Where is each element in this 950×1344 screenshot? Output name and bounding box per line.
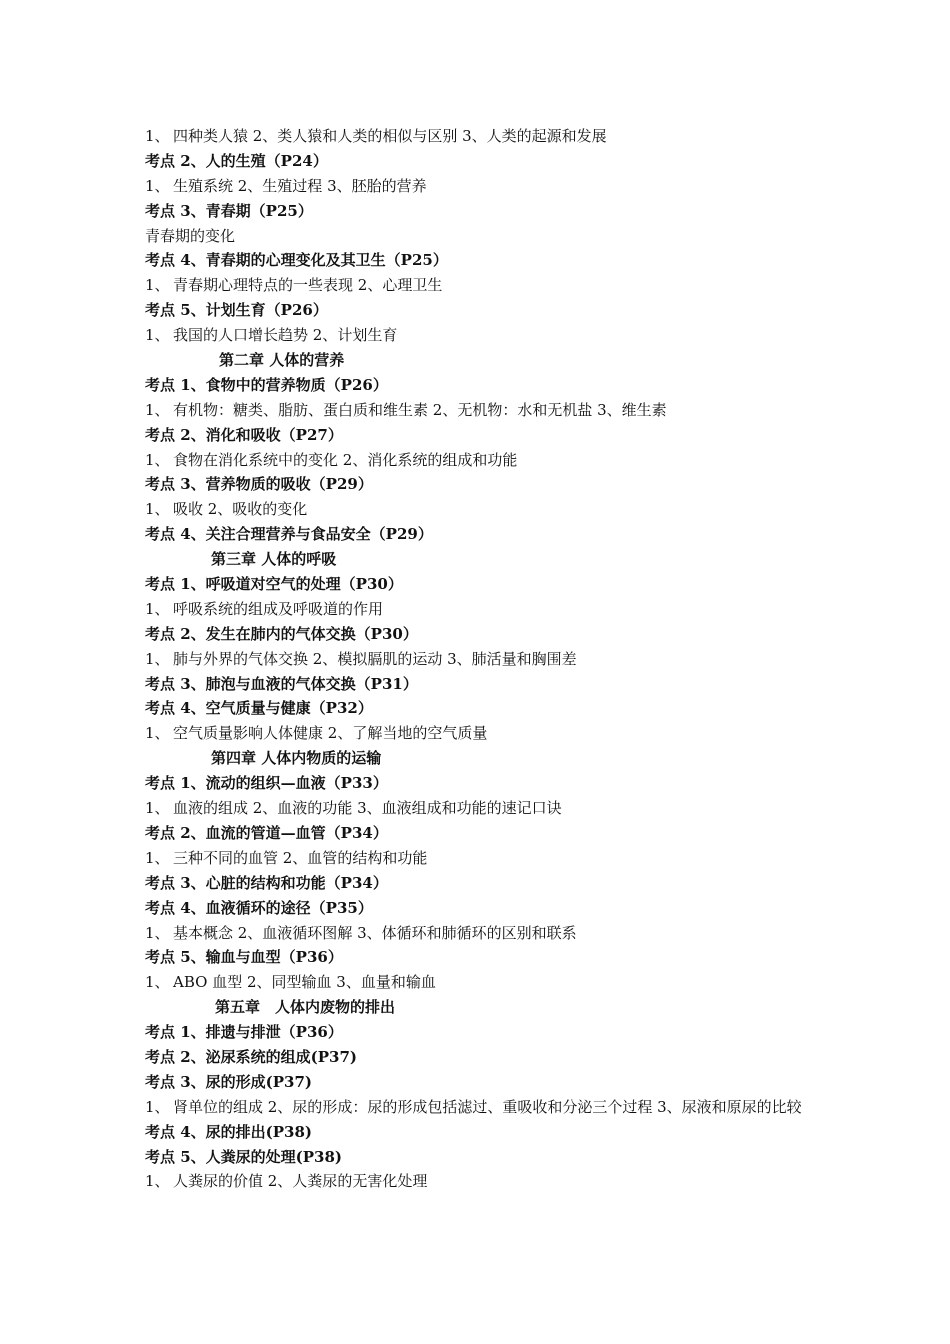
section-heading: 考点 5、输血与血型（P36） <box>145 948 343 967</box>
list-item-text: 青春期心理特点的一些表现 2、心理卫生 <box>173 276 443 295</box>
section-heading: 考点 2、消化和吸收（P27） <box>145 425 343 444</box>
section-heading: 考点 1、食物中的营养物质（P26） <box>145 375 388 394</box>
chapter-title: 第五章 人体内废物的排出 <box>215 998 396 1017</box>
list-item-number: 1、 <box>145 450 170 469</box>
list-item-number: 1、 <box>145 599 170 618</box>
section-heading: 考点 2、泌尿系统的组成(P37) <box>145 1047 358 1066</box>
list-item <box>145 721 825 746</box>
list-item <box>145 647 825 672</box>
chapter-title: 第二章 人体的营养 <box>219 351 345 370</box>
list-item-number: 1、 <box>145 1172 170 1191</box>
list-item-text: 我国的人口增长趋势 2、计划生育 <box>173 326 398 345</box>
chapter-title: 第三章 人体的呼吸 <box>211 550 337 569</box>
list-item <box>145 448 825 473</box>
section-heading: 考点 5、人粪尿的处理(P38) <box>145 1147 343 1166</box>
section-heading: 考点 4、关注合理营养与食品安全（P29） <box>145 525 433 544</box>
list-item-text: 食物在消化系统中的变化 2、消化系统的组成和功能 <box>173 450 518 469</box>
list-item-number: 1、 <box>145 799 170 818</box>
list-item <box>145 323 825 348</box>
list-item-text: 三种不同的血管 2、血管的结构和功能 <box>173 848 428 867</box>
section-heading: 考点 4、青春期的心理变化及其卫生（P25） <box>145 251 448 270</box>
section-heading: 考点 2、人的生殖（P24） <box>145 151 328 170</box>
list-item <box>145 1095 825 1120</box>
list-item <box>145 273 825 298</box>
list-item-text: 血液的组成 2、血液的功能 3、血液组成和功能的速记口诀 <box>173 799 562 818</box>
list-item <box>145 398 825 423</box>
section-heading: 考点 3、尿的形成(P37) <box>145 1072 313 1091</box>
list-item-number: 1、 <box>145 1097 170 1116</box>
outline-content <box>145 124 825 1194</box>
list-item-number: 1、 <box>145 176 170 195</box>
list-item-text: 肾单位的组成 2、尿的形成：尿的形成包括滤过、重吸收和分泌三个过程 3、尿液和原尿的比较 <box>173 1097 802 1116</box>
list-item-number: 1、 <box>145 400 170 419</box>
list-item <box>145 597 825 622</box>
list-item <box>145 124 825 149</box>
list-item-number: 1、 <box>145 649 170 668</box>
list-item-text: 呼吸系统的组成及呼吸道的作用 <box>173 599 384 618</box>
list-item <box>145 796 825 821</box>
section-heading: 考点 4、血液循环的途径（P35） <box>145 898 373 917</box>
section-heading: 考点 2、血流的管道—血管（P34） <box>145 823 388 842</box>
section-heading: 考点 2、发生在肺内的气体交换（P30） <box>145 624 418 643</box>
section-heading: 考点 1、呼吸道对空气的处理（P30） <box>145 575 403 594</box>
list-item <box>145 921 825 946</box>
section-heading: 考点 3、心脏的结构和功能（P34） <box>145 873 388 892</box>
plain-text-line: 青春期的变化 <box>145 226 236 245</box>
list-item-number: 1、 <box>145 848 170 867</box>
list-item-text: 生殖系统 2、生殖过程 3、胚胎的营养 <box>173 176 427 195</box>
section-heading: 考点 3、肺泡与血液的气体交换（P31） <box>145 674 418 693</box>
list-item-number: 1、 <box>145 500 170 519</box>
list-item-text: 四种类人猿 2、类人猿和人类的相似与区别 3、人类的起源和发展 <box>173 127 607 145</box>
list-item-text: 基本概念 2、血液循环图解 3、体循环和肺循环的区别和联系 <box>173 923 577 942</box>
chapter-title: 第四章 人体内物质的运输 <box>211 749 382 768</box>
list-item <box>145 846 825 871</box>
list-item-text: 人粪尿的价值 2、人粪尿的无害化处理 <box>173 1172 428 1191</box>
section-heading: 考点 1、排遗与排泄（P36） <box>145 1023 343 1042</box>
list-item-number: 1、 <box>145 127 170 145</box>
list-item-text: 有机物：糖类、脂肪、蛋白质和维生素 2、无机物：水和无机盐 3、维生素 <box>173 400 667 419</box>
section-heading: 考点 4、空气质量与健康（P32） <box>145 699 373 718</box>
list-item-number: 1、 <box>145 276 170 295</box>
list-item-text: 肺与外界的气体交换 2、模拟膈肌的运动 3、肺活量和胸围差 <box>173 649 577 668</box>
section-heading: 考点 3、营养物质的吸收（P29） <box>145 475 373 494</box>
list-item-number: 1、 <box>145 326 170 345</box>
section-heading: 考点 4、尿的排出(P38) <box>145 1122 313 1141</box>
list-item-number: 1、 <box>145 724 170 743</box>
list-item <box>145 970 825 995</box>
section-heading: 考点 1、流动的组织—血液（P33） <box>145 774 388 793</box>
list-item-text: 空气质量影响人体健康 2、了解当地的空气质量 <box>173 724 488 743</box>
list-item-text: ABO 血型 2、同型输血 3、血量和输血 <box>173 973 436 992</box>
list-item-number: 1、 <box>145 973 170 992</box>
section-heading: 考点 3、青春期（P25） <box>145 201 313 220</box>
list-item-number: 1、 <box>145 923 170 942</box>
list-item-text: 吸收 2、吸收的变化 <box>173 500 308 519</box>
list-item <box>145 174 825 199</box>
list-item <box>145 497 825 522</box>
section-heading: 考点 5、计划生育（P26） <box>145 301 328 320</box>
list-item <box>145 1169 825 1194</box>
